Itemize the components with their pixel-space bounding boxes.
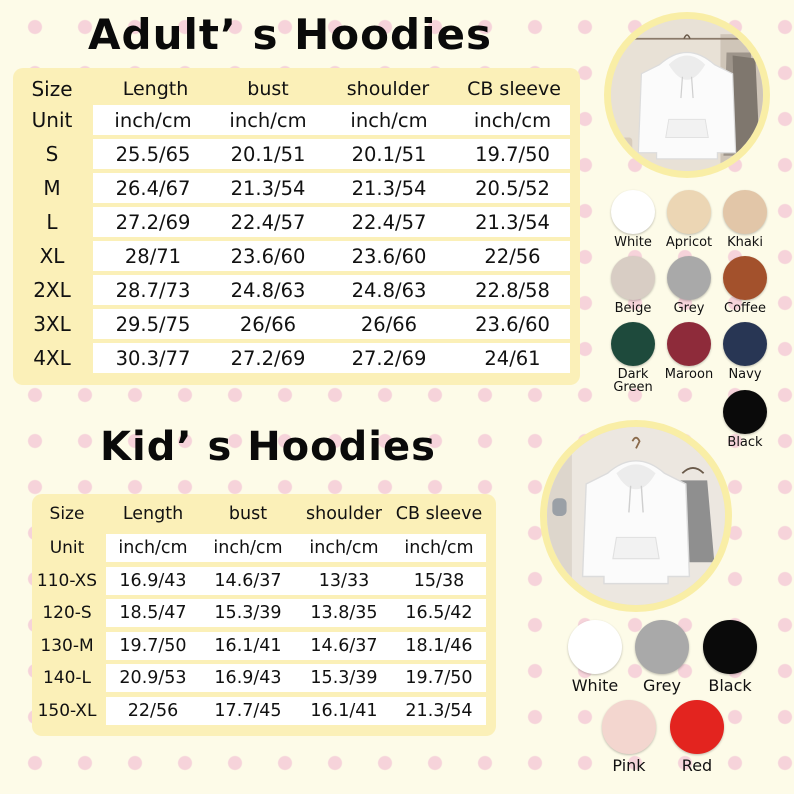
color-name: Red [681, 756, 713, 775]
table-row [13, 309, 580, 339]
measurement-cell: 16.9/43 [214, 668, 282, 688]
table-row [32, 599, 496, 627]
measurement-cell: 16.5/42 [405, 603, 473, 623]
measurement-cell: 26/66 [360, 312, 418, 336]
color-dot [611, 190, 655, 234]
measurement-cell: 13/33 [318, 570, 370, 591]
color-swatch [715, 322, 775, 381]
measurement-cell: inch/cm [404, 538, 474, 558]
header-cb-sleeve: CB sleeve [467, 78, 561, 100]
measurement-cell: 19.7/50 [405, 668, 473, 688]
color-name: Navy [728, 367, 762, 382]
measurement-cell: inch/cm [213, 538, 283, 558]
size-label: XL [39, 244, 65, 268]
white-kid-hoodie-image [547, 427, 725, 605]
color-dot [723, 190, 767, 234]
size-label: 140-L [42, 668, 92, 688]
measurement-cell: 26/66 [239, 312, 297, 336]
measurement-cell: 26.4/67 [115, 176, 191, 200]
value-cells [93, 309, 570, 339]
measurement-cell: 22/56 [484, 244, 541, 268]
measurement-cell: 22.4/57 [351, 210, 427, 234]
color-dot [723, 390, 767, 434]
table-row [13, 173, 580, 203]
color-swatch [715, 190, 775, 249]
value-cells [93, 173, 570, 203]
color-swatch [662, 700, 732, 774]
color-dot [635, 620, 689, 674]
measurement-cell: 20.5/52 [475, 176, 550, 200]
color-name: Grey [673, 301, 705, 316]
color-name: Apricot [665, 235, 713, 250]
value-cells [93, 207, 570, 237]
measurement-cell: 17.7/45 [214, 700, 282, 721]
color-swatch [659, 322, 719, 381]
measurement-cell: inch/cm [350, 108, 428, 132]
kid-size-table [32, 494, 496, 736]
color-dot [723, 256, 767, 300]
measurement-cell: 22.4/57 [230, 210, 306, 234]
size-label: S [45, 142, 59, 166]
color-name: Maroon [664, 367, 714, 382]
value-cells [93, 139, 570, 169]
color-name: Black [708, 676, 752, 695]
measurement-cell: 20.9/53 [119, 668, 187, 688]
measurement-cell: 21.3/54 [405, 700, 473, 721]
measurement-cell: 15.3/39 [214, 603, 282, 623]
color-name: Beige [614, 301, 652, 316]
measurement-cell: 30.3/77 [115, 346, 191, 370]
color-name: Pink [612, 756, 646, 775]
white-hoodie-image [611, 19, 763, 171]
color-swatch [603, 190, 663, 249]
color-dot [568, 620, 622, 674]
measurement-cell: 29.5/75 [115, 312, 191, 336]
measurement-cell: 16.1/41 [214, 635, 282, 656]
measurement-cell: 20.1/51 [351, 142, 427, 166]
color-dot [611, 256, 655, 300]
color-swatch [594, 700, 664, 774]
color-swatch [560, 620, 630, 694]
table-row [13, 275, 580, 305]
color-dot [670, 700, 724, 754]
measurement-cell: 16.9/43 [119, 570, 187, 591]
measurement-cell: inch/cm [229, 108, 307, 132]
color-swatch [659, 256, 719, 315]
measurement-cell: 18.5/47 [119, 603, 187, 623]
measurement-cell: 22/56 [127, 700, 179, 721]
table-row [13, 105, 580, 135]
table-header-row [32, 500, 496, 528]
measurement-cell: 13.8/35 [310, 603, 378, 623]
table-row [32, 534, 496, 562]
adult-size-table [13, 68, 580, 385]
measurement-cell: 24.8/63 [230, 278, 306, 302]
size-label: Unit [31, 108, 73, 132]
color-swatch [627, 620, 697, 694]
table-row [32, 664, 496, 692]
measurement-cell: 24/61 [484, 346, 541, 370]
header-bust: bust [228, 504, 268, 524]
kid-hoodie-photo [540, 420, 732, 612]
color-dot [723, 322, 767, 366]
measurement-cell: 16.1/41 [310, 700, 378, 721]
measurement-cell: inch/cm [309, 538, 379, 558]
table-row [32, 632, 496, 660]
size-label: 4XL [33, 346, 71, 370]
value-cells [106, 534, 486, 562]
table-header-row [13, 74, 580, 104]
kid-hoodies-title: Kid’ s Hoodies [100, 424, 436, 470]
size-label: M [43, 176, 61, 200]
color-name: Khaki [727, 235, 763, 250]
color-swatch [715, 390, 775, 449]
color-dot [602, 700, 656, 754]
value-cells [106, 567, 486, 595]
size-label: 150-XL [37, 700, 97, 721]
measurement-cell: 14.6/37 [214, 570, 282, 591]
color-dot [611, 322, 655, 366]
value-cells [106, 697, 486, 725]
measurement-cell: 27.2/69 [351, 346, 427, 370]
size-label: 110-XS [36, 570, 98, 591]
color-name: White [614, 235, 652, 250]
measurement-cell: 27.2/69 [115, 210, 191, 234]
measurement-cell: 21.3/54 [475, 210, 550, 234]
measurement-cell: inch/cm [114, 108, 192, 132]
table-row [32, 697, 496, 725]
value-cells [106, 632, 486, 660]
color-dot [667, 256, 711, 300]
size-label: 130-M [40, 635, 94, 656]
color-dot [703, 620, 757, 674]
measurement-cell: 21.3/54 [351, 176, 427, 200]
color-name: Dark Green [613, 367, 653, 395]
adult-hoodies-title: Adult’ s Hoodies [88, 10, 492, 59]
adult-hoodie-photo [604, 12, 770, 178]
header-shoulder: shoulder [306, 504, 382, 524]
value-cells [93, 343, 570, 373]
size-label: 120-S [42, 603, 92, 623]
table-row [13, 207, 580, 237]
color-dot [667, 190, 711, 234]
measurement-cell: 15.3/39 [310, 668, 378, 688]
value-cells [93, 241, 570, 271]
measurement-cell: 28.7/73 [115, 278, 191, 302]
value-cells [93, 105, 570, 135]
measurement-cell: 18.1/46 [405, 635, 473, 656]
measurement-cell: 19.7/50 [475, 142, 550, 166]
header-size: Size [49, 504, 85, 524]
color-swatch [659, 190, 719, 249]
color-dot [667, 322, 711, 366]
measurement-cell: inch/cm [473, 108, 552, 132]
size-label: Unit [49, 538, 85, 558]
color-name: Grey [643, 676, 681, 695]
table-row [13, 139, 580, 169]
header-length: Length [122, 504, 184, 524]
measurement-cell: 23.6/60 [230, 244, 306, 268]
header-length: Length [122, 78, 189, 100]
header-bust: bust [247, 78, 289, 100]
color-name: White [571, 676, 619, 695]
table-row [13, 241, 580, 271]
measurement-cell: 28/71 [124, 244, 182, 268]
size-label: 3XL [33, 312, 71, 336]
measurement-cell: 21.3/54 [230, 176, 306, 200]
value-cells [106, 664, 486, 692]
measurement-cell: 24.8/63 [351, 278, 427, 302]
measurement-cell: 19.7/50 [119, 635, 187, 656]
measurement-cell: 25.5/65 [115, 142, 191, 166]
measurement-cell: inch/cm [118, 538, 188, 558]
measurement-cell: 27.2/69 [230, 346, 306, 370]
value-cells [106, 599, 486, 627]
header-cb-sleeve: CB sleeve [395, 504, 483, 524]
color-name: Black [727, 435, 763, 450]
measurement-cell: 20.1/51 [230, 142, 306, 166]
measurement-cell: 23.6/60 [475, 312, 550, 336]
measurement-cell: 22.8/58 [475, 278, 550, 302]
color-name: Coffee [724, 301, 766, 316]
color-swatch [695, 620, 765, 694]
measurement-cell: 14.6/37 [310, 635, 378, 656]
size-label: L [46, 210, 58, 234]
table-row [13, 343, 580, 373]
color-swatch [715, 256, 775, 315]
size-label: 2XL [33, 278, 71, 302]
color-swatch [603, 322, 663, 394]
header-shoulder: shoulder [346, 78, 430, 100]
color-swatch [603, 256, 663, 315]
table-row [32, 567, 496, 595]
value-cells [93, 275, 570, 305]
header-size: Size [31, 77, 73, 101]
measurement-cell: 15/38 [413, 570, 465, 591]
measurement-cell: 23.6/60 [351, 244, 427, 268]
